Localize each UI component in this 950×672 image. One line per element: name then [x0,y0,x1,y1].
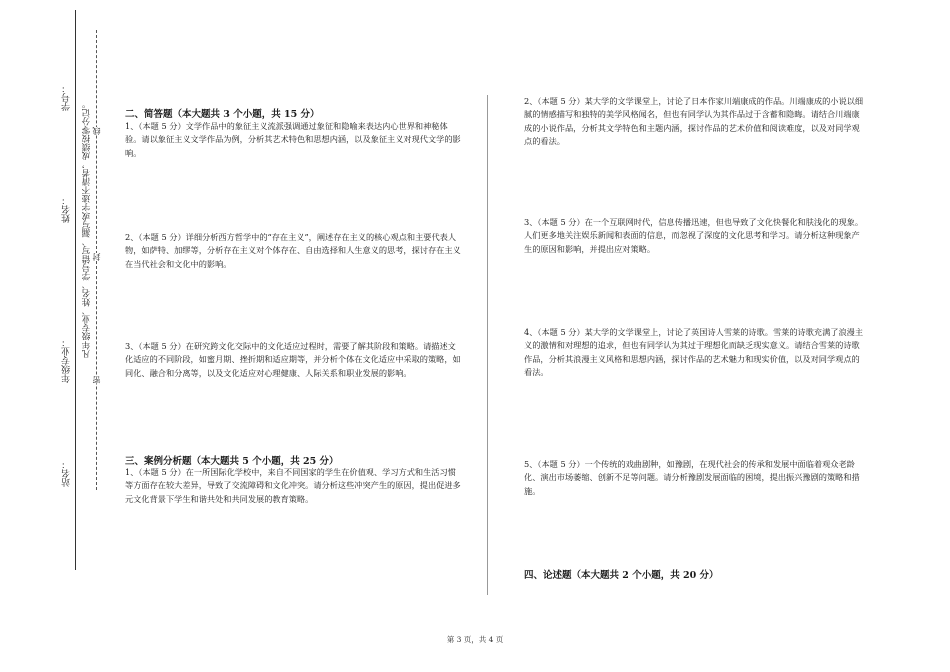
student-id-label: 学号： [62,84,72,111]
binding-margin [0,0,110,672]
grade-major-label: 年级专业： [62,338,72,383]
case-q1: 1、（本题 5 分）在一所国际化学校中，来自不同国家的学生在价值观、学习方式和生活习惯等方面存在较大差异，导致了交流障碍和文化冲突。请分析这些冲突产生的原因，提出促进多元文化背景下学生和谐共处和共同发展的教育策略。 [125,467,461,504]
short-answer-q2: 2、（本题 5 分）详细分析西方哲学中的“存在主义”，阐述存在主义的核心观点和主要代表人物，如萨特、加缪等，分析存在主义对个体存在、自由选择和人生意义的思考，探讨存在主义在当代社会和文化中的影响。 [125,232,461,269]
short-answer-q1: 1、（本题 5 分）文学作品中的象征主义流派强调通过象征和隐喻来表达内心世界和神秘体验。请以象征主义文学作品为例，分析其艺术特色和思想内涵，以及象征主义对现代文学的影响。 [125,121,461,158]
seal-mark-mi: 密 [92,376,101,384]
section-2-title: 二、简答题（本大题共 3 个小题，共 15 分） [125,109,320,120]
binding-line-outer [75,10,76,570]
page-number: 第 3 页，共 4 页 [446,635,504,644]
binding-instructions: 凡年级专业、姓名、学号错写、漏写或字迹不清者，成绩按零分记。 [82,100,92,358]
short-answer-q3: 3、（本题 5 分）在研究跨文化交际中的文化适应过程时，需要了解其阶段和策略。请描述文化适应的不同阶段，如蜜月期、挫折期和适应期等，并分析个体在文化适应中采取的策略，如同化、融合和分离等，以及文化适应对心理健康、人际关系和职业发展的影响。 [125,341,461,378]
case-q4: 4、（本题 5 分）某大学的文学课堂上，讨论了英国诗人雪莱的诗歌。雪莱的诗歌充满了浪漫主义的激情和对理想的追求，但也有同学认为其过于理想化而缺乏现实意义。请结合雪莱的诗歌作品，分析其浪漫主义风格和思想内涵，探讨作品的艺术魅力和现实价值，以及对同学观点的看法。 [524,327,864,378]
station-label: 站名： [62,460,72,487]
section-3-title: 三、案例分析题（本大题共 5 个小题，共 25 分） [125,456,339,467]
seal-mark-xian: 线 [92,127,101,135]
case-q3: 3、（本题 5 分）在一个互联网时代，信息传播迅速，但也导致了文化快餐化和肤浅化的现象。人们更多地关注娱乐新闻和表面的信息，而忽视了深度的文化思考和学习。请分析这种现象产生的原因和影响，并提出应对策略。 [524,217,864,254]
seal-mark-feng: 封 [92,253,101,261]
name-label: 姓名： [62,196,72,223]
section-4-title: 四、论述题（本大题共 2 个小题，共 20 分） [524,570,719,581]
case-q5: 5、（本题 5 分）一个传统的戏曲剧种，如豫剧，在现代社会的传承和发展中面临着观众老龄化、演出市场萎缩、创新不足等问题。请分析豫剧发展面临的困境，提出振兴豫剧的策略和措施。 [524,459,860,496]
case-q2: 2、（本题 5 分）某大学的文学课堂上，讨论了日本作家川端康成的作品。川端康成的小说以细腻的情感描写和独特的美学风格闻名，但也有同学认为其作品过于含蓄和隐晦。请结合川端康成的小说作品，分析其文学特色和主题内涵，探讨作品的艺术价值和阅读难度，以及对同学观点的看法。 [524,96,864,147]
column-divider [487,95,488,595]
